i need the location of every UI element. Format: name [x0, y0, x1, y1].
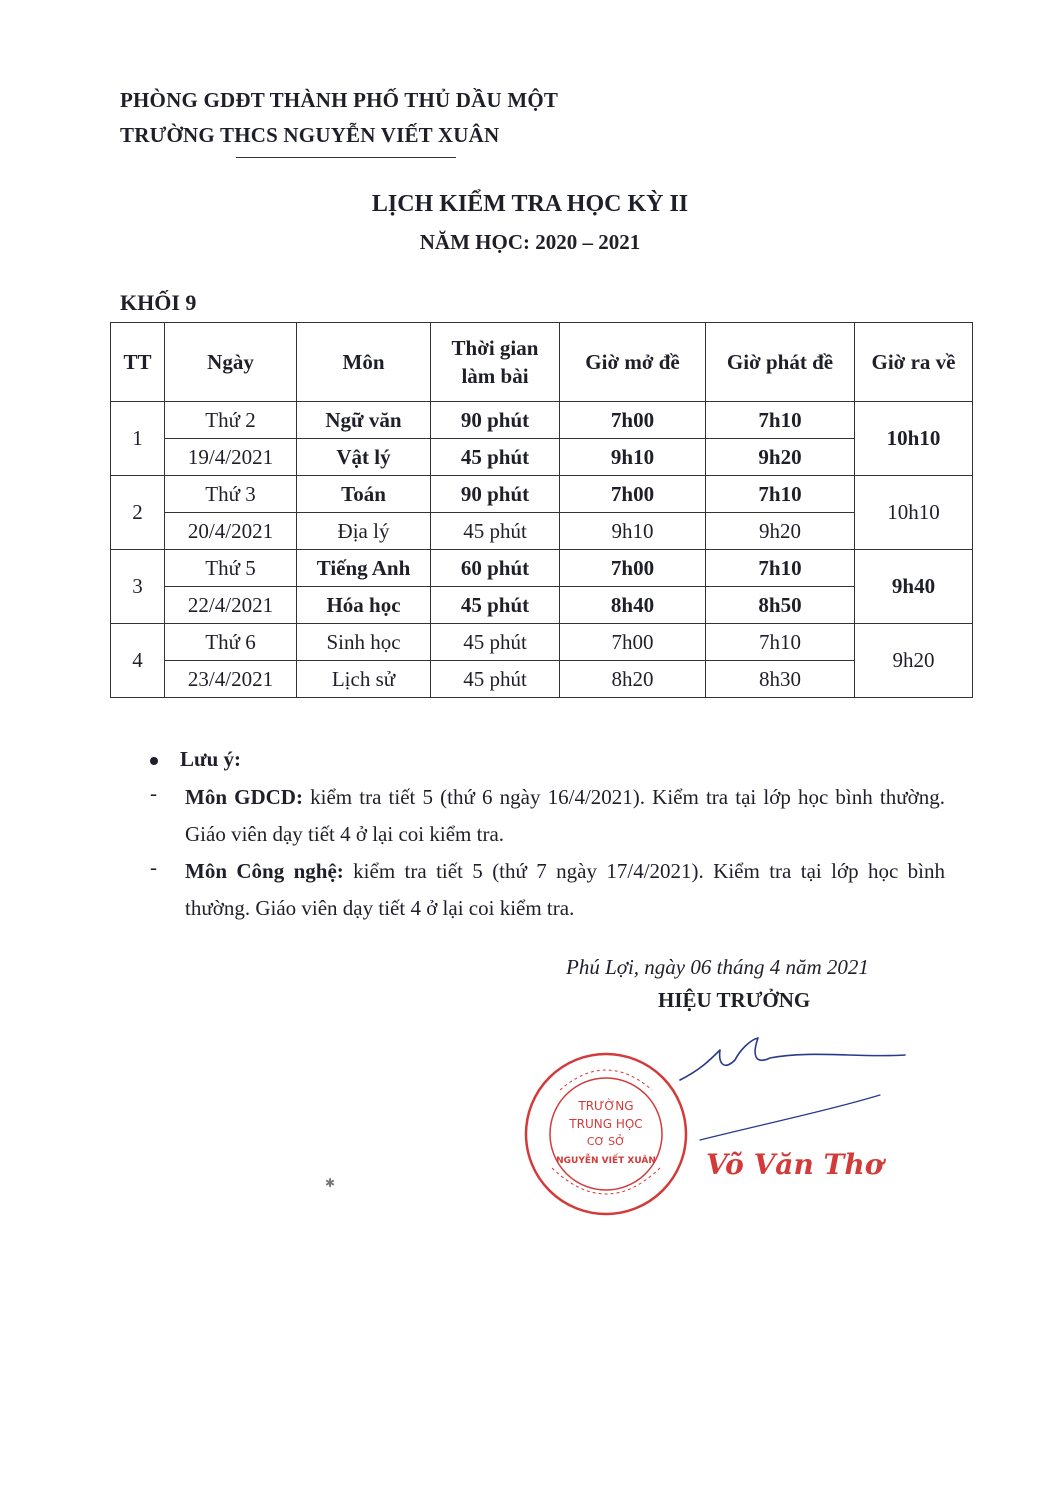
cell-subject: Hóa học: [297, 587, 431, 624]
cell-day: Thứ 3: [165, 476, 297, 513]
seal-line: TRUNG HỌC: [569, 1117, 643, 1131]
cell-hand-out: 8h50: [706, 587, 855, 624]
cell-date: 20/4/2021: [165, 513, 297, 550]
cell-duration: 90 phút: [431, 402, 560, 439]
cell-hand-out: 7h10: [706, 402, 855, 439]
cell-duration: 45 phút: [431, 661, 560, 698]
dash-icon: -: [150, 781, 157, 805]
exam-schedule-table: [110, 322, 973, 698]
table-header-row: [111, 323, 973, 402]
cell-subject: Sinh học: [297, 624, 431, 661]
note-label: Môn GDCD:: [185, 785, 303, 809]
place-date: Phú Lợi, ngày 06 tháng 4 năm 2021: [566, 955, 869, 979]
cell-hand-out: 7h10: [706, 476, 855, 513]
col-header-hand-out: Giờ phát đề: [706, 323, 855, 402]
signer-name: Võ Văn Thơ: [706, 1148, 884, 1181]
table-row: [111, 661, 973, 698]
cell-tt: 1: [111, 402, 165, 476]
seal-line: CƠ SỞ: [586, 1135, 626, 1148]
cell-end: 9h40: [855, 550, 973, 624]
col-header-end: Giờ ra về: [855, 323, 973, 402]
cell-subject: Địa lý: [297, 513, 431, 550]
col-header-open: Giờ mở đề: [560, 323, 706, 402]
cell-date: 23/4/2021: [165, 661, 297, 698]
cell-end: 9h20: [855, 624, 973, 698]
cell-subject: Tiếng Anh: [297, 550, 431, 587]
school-heading: TRƯỜNG THCS NGUYỄN VIẾT XUÂN: [120, 123, 500, 147]
cell-day: Thứ 6: [165, 624, 297, 661]
cell-open: 9h10: [560, 439, 706, 476]
bullet-icon: [150, 757, 158, 765]
cell-end: 10h10: [855, 402, 973, 476]
cell-hand-out: 8h30: [706, 661, 855, 698]
note-item: [185, 853, 945, 927]
cell-duration: 45 phút: [431, 513, 560, 550]
signer-role: HIỆU TRƯỞNG: [658, 988, 811, 1012]
grade-label: KHỐI 9: [120, 290, 197, 315]
cell-open: 7h00: [560, 402, 706, 439]
col-header-duration: [431, 323, 560, 402]
signature-icon: [640, 1030, 910, 1150]
cell-hand-out: 7h10: [706, 550, 855, 587]
notes-heading: [150, 747, 241, 772]
cell-duration: 60 phút: [431, 550, 560, 587]
scan-mark-icon: ✱: [325, 1176, 336, 1190]
notes-heading-text: Lưu ý:: [180, 747, 242, 771]
note-label: Môn Công nghệ:: [185, 859, 344, 883]
school-year: NĂM HỌC: 2020 – 2021: [419, 230, 641, 254]
cell-hand-out: 9h20: [706, 513, 855, 550]
cell-tt: 3: [111, 550, 165, 624]
table-row: [111, 550, 973, 587]
header-divider: [236, 157, 456, 158]
seal-line: NGUYỄN VIẾT XUÂN: [556, 1156, 656, 1166]
cell-open: 8h20: [560, 661, 706, 698]
cell-day: Thứ 5: [165, 550, 297, 587]
table-row: [111, 587, 973, 624]
department-heading: PHÒNG GDĐT THÀNH PHỐ THỦ DẦU MỘT: [120, 88, 559, 112]
cell-date: 22/4/2021: [165, 587, 297, 624]
table-row: [111, 513, 973, 550]
cell-hand-out: 9h20: [706, 439, 855, 476]
cell-subject: Ngữ văn: [297, 402, 431, 439]
document-title: LỊCH KIỂM TRA HỌC KỲ II: [371, 191, 689, 217]
cell-duration: 45 phút: [431, 587, 560, 624]
cell-duration: 90 phút: [431, 476, 560, 513]
cell-day: Thứ 2: [165, 402, 297, 439]
note-item: [185, 779, 945, 853]
col-header-subject: Môn: [297, 323, 431, 402]
cell-open: 7h00: [560, 550, 706, 587]
note-text: kiểm tra tiết 5 (thứ 6 ngày 16/4/2021). Kiểm tra tại lớp học bình thường. Giáo viên dạy tiết 4 ở lại coi kiểm tra.: [185, 785, 945, 846]
col-header-duration-text: Thời gian làm bài: [451, 336, 539, 388]
cell-duration: 45 phút: [431, 439, 560, 476]
col-header-date: Ngày: [165, 323, 297, 402]
table-row: [111, 476, 973, 513]
cell-date: 19/4/2021: [165, 439, 297, 476]
col-header-tt: TT: [111, 323, 165, 402]
cell-subject: Toán: [297, 476, 431, 513]
cell-tt: 4: [111, 624, 165, 698]
cell-tt: 2: [111, 476, 165, 550]
dash-icon: -: [150, 855, 157, 879]
cell-duration: 45 phút: [431, 624, 560, 661]
cell-open: 7h00: [560, 624, 706, 661]
cell-subject: Lịch sử: [297, 661, 431, 698]
table-row: [111, 402, 973, 439]
cell-open: 7h00: [560, 476, 706, 513]
note-text: kiểm tra tiết 5 (thứ 7 ngày 17/4/2021). Kiểm tra tại lớp học bình thường. Giáo viên dạy tiết 4 ở lại coi kiểm tra.: [185, 859, 945, 920]
cell-hand-out: 7h10: [706, 624, 855, 661]
cell-open: 8h40: [560, 587, 706, 624]
cell-subject: Vật lý: [297, 439, 431, 476]
seal-line: TRƯỜNG: [578, 1099, 634, 1113]
cell-open: 9h10: [560, 513, 706, 550]
cell-end: 10h10: [855, 476, 973, 550]
table-row: [111, 439, 973, 476]
table-row: [111, 624, 973, 661]
